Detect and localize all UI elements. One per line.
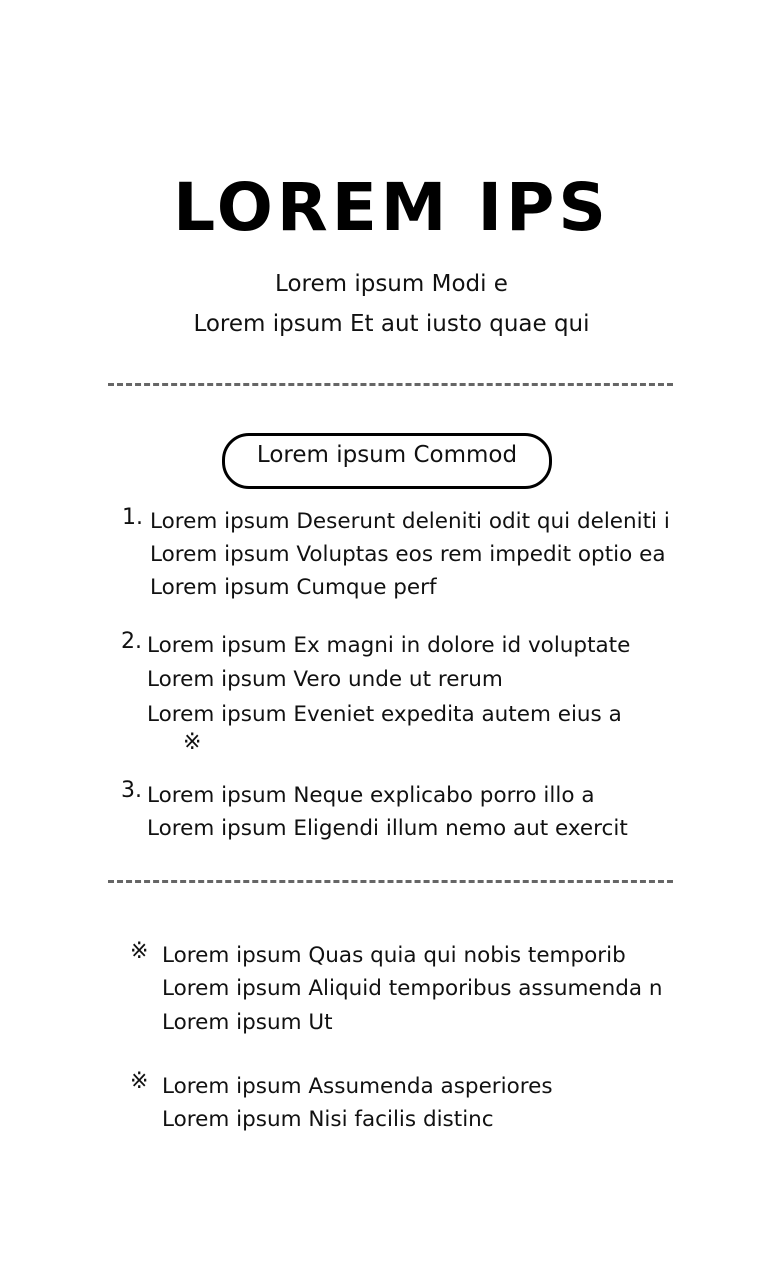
step-2-number: 2. xyxy=(121,629,142,654)
note-1-line-2: Lorem ipsum Aliquid temporibus assumenda n xyxy=(162,976,663,1001)
step-2-line-2: Lorem ipsum Vero unde ut rerum xyxy=(147,667,503,692)
note-1-line-1: Lorem ipsum Quas quia qui nobis temporib xyxy=(162,943,626,968)
subtitle-line-2: Lorem ipsum Et aut iusto quae qui xyxy=(193,311,590,337)
step-1-line-1: Lorem ipsum Deserunt deleniti odit qui deleniti i xyxy=(150,509,670,534)
step-3-line-2: Lorem ipsum Eligendi illum nemo aut exercit xyxy=(147,816,628,841)
page-title: LOREM IPS xyxy=(173,169,610,246)
note-1-mark: ※ xyxy=(130,939,149,964)
step-2-line-1: Lorem ipsum Ex magni in dolore id voluptate xyxy=(147,633,631,658)
divider-top xyxy=(108,383,673,386)
step-2-reference-mark: ※ xyxy=(183,730,202,755)
step-1-line-3: Lorem ipsum Cumque perf xyxy=(150,575,437,600)
note-2-mark: ※ xyxy=(130,1069,149,1094)
note-2-line-2: Lorem ipsum Nisi facilis distinc xyxy=(162,1107,494,1132)
step-2-line-3: Lorem ipsum Eveniet expedita autem eius a xyxy=(147,702,622,727)
note-1-line-3: Lorem ipsum Ut xyxy=(162,1010,333,1035)
step-3-number: 3. xyxy=(121,778,142,803)
subtitle-line-1: Lorem ipsum Modi e xyxy=(275,271,508,297)
note-2-line-1: Lorem ipsum Assumenda asperiores xyxy=(162,1074,553,1099)
step-1-line-2: Lorem ipsum Voluptas eos rem impedit optio ea xyxy=(150,542,666,567)
step-1-number: 1. xyxy=(122,505,143,530)
section-pill-label: Lorem ipsum Commod xyxy=(256,442,518,468)
step-3-line-1: Lorem ipsum Neque explicabo porro illo a xyxy=(147,783,595,808)
divider-bottom xyxy=(108,880,673,883)
